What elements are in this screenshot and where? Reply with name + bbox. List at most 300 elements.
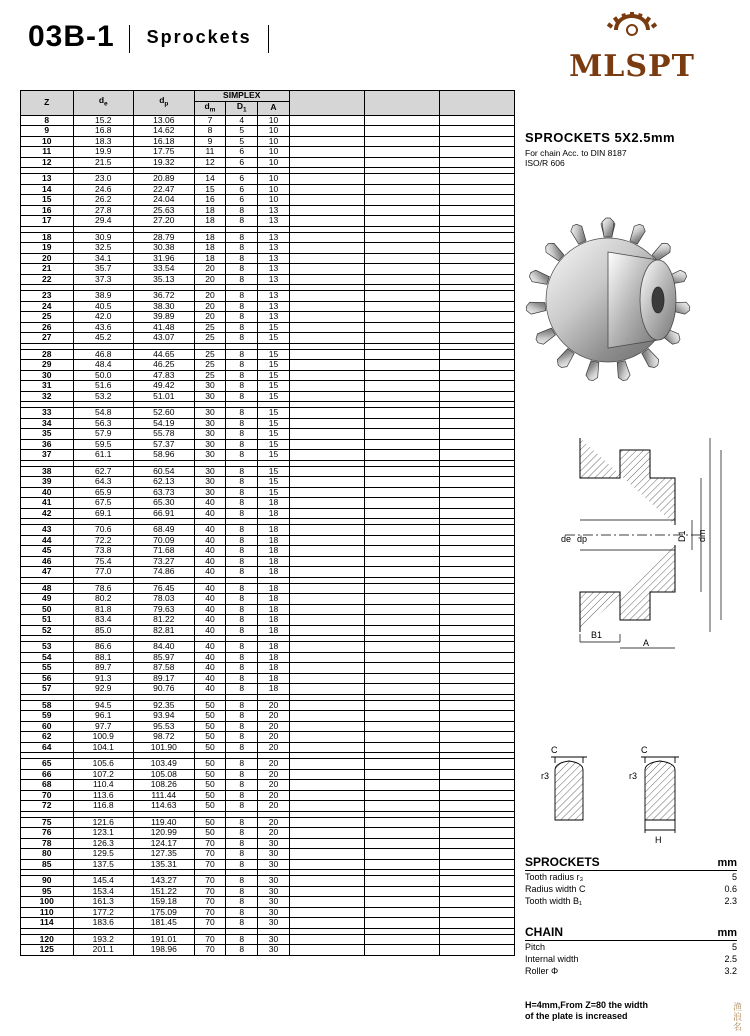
col-header-dp: $d_p$ [134,91,195,116]
tooth-detail-drawing [525,735,735,855]
cell-blank-1 [289,126,364,137]
table-row [21,907,515,918]
cell-a: 20 [258,801,290,812]
cell-z: 13 [21,174,74,185]
cell-de: 77.0 [73,567,134,578]
spec-value: 2.3 [724,896,737,906]
cell-d1: 8 [226,742,258,753]
cell-blank-2 [364,429,439,440]
cell-blank-3 [439,918,514,929]
cell-blank-3 [439,625,514,636]
cell-dp: 38.30 [134,301,195,312]
table-row [21,897,515,908]
cell-z: 57 [21,684,74,695]
cell-de: 19.9 [73,147,134,158]
table-row [21,742,515,753]
table-row [21,838,515,849]
cell-blank-1 [289,322,364,333]
cell-dp: 181.45 [134,918,195,929]
cell-z: 85 [21,859,74,870]
cell-de: 86.6 [73,642,134,653]
cell-z: 114 [21,918,74,929]
cell-de: 183.6 [73,918,134,929]
cell-a: 30 [258,886,290,897]
table-row [21,360,515,371]
cell-dp: 74.86 [134,567,195,578]
company-logo [542,12,722,84]
cell-dm: 25 [194,333,226,344]
cell-z: 39 [21,477,74,488]
cell-d1: 8 [226,790,258,801]
label-h: H [655,835,662,845]
cell-de: 56.3 [73,418,134,429]
cell-dm: 25 [194,322,226,333]
cell-d1: 8 [226,508,258,519]
cell-de: 15.2 [73,115,134,126]
cell-z: 17 [21,216,74,227]
cell-blank-3 [439,556,514,567]
cell-de: 81.8 [73,604,134,615]
cell-de: 27.8 [73,205,134,216]
cell-d1: 8 [226,583,258,594]
cell-blank-2 [364,907,439,918]
cell-a: 18 [258,583,290,594]
cell-dm: 70 [194,897,226,908]
cell-d1: 8 [226,556,258,567]
cell-blank-1 [289,216,364,227]
table-row [21,567,515,578]
sprocket-spec-heading: SPROCKETS 5X2.5mm [525,130,676,145]
cell-blank-3 [439,546,514,557]
cell-a: 30 [258,918,290,929]
cell-blank-3 [439,525,514,536]
spec-value: 5 [731,872,737,882]
cell-dp: 17.75 [134,147,195,158]
cell-dp: 198.96 [134,945,195,956]
cell-z: 15 [21,195,74,206]
cell-blank-2 [364,157,439,168]
cell-blank-2 [364,243,439,254]
cell-a: 18 [258,615,290,626]
cell-blank-1 [289,780,364,791]
page-title-name: Sprockets [146,26,252,47]
cell-a: 20 [258,769,290,780]
cell-z: 20 [21,253,74,264]
cell-d1: 8 [226,625,258,636]
cell-blank-2 [364,897,439,908]
table-row [21,886,515,897]
cell-dp: 19.32 [134,157,195,168]
cell-blank-2 [364,508,439,519]
cell-de: 53.2 [73,391,134,402]
cell-a: 18 [258,673,290,684]
cell-dm: 30 [194,418,226,429]
cell-z: 62 [21,732,74,743]
table-row [21,126,515,137]
table-row [21,136,515,147]
cell-blank-3 [439,604,514,615]
table-row [21,817,515,828]
sprocket-standard-line-2: ISO/R 606 [525,158,565,168]
cell-blank-1 [289,769,364,780]
cell-blank-2 [364,498,439,509]
cell-de: 78.6 [73,583,134,594]
cell-d1: 8 [226,732,258,743]
table-row [21,556,515,567]
cell-a: 10 [258,184,290,195]
cell-blank-2 [364,184,439,195]
cell-blank-3 [439,216,514,227]
cell-a: 15 [258,391,290,402]
footer-note-line-1: H=4mm,From Z=80 the width [525,1000,649,1010]
cell-a: 10 [258,157,290,168]
cell-blank-3 [439,147,514,158]
cell-z: 33 [21,408,74,419]
cell-blank-1 [289,301,364,312]
cell-de: 62.7 [73,466,134,477]
cell-dm: 40 [194,663,226,674]
cell-de: 123.1 [73,828,134,839]
cell-de: 23.0 [73,174,134,185]
cell-d1: 5 [226,136,258,147]
col-header-z: Z [21,91,74,116]
cell-dp: 62.13 [134,477,195,488]
cell-dm: 30 [194,439,226,450]
cell-z: 9 [21,126,74,137]
cell-de: 104.1 [73,742,134,753]
cell-de: 97.7 [73,721,134,732]
cell-dp: 49.42 [134,381,195,392]
cell-z: 38 [21,466,74,477]
table-row [21,642,515,653]
cell-d1: 8 [226,817,258,828]
cell-z: 110 [21,907,74,918]
cell-blank-2 [364,274,439,285]
cell-de: 91.3 [73,673,134,684]
cell-d1: 8 [226,918,258,929]
cell-blank-2 [364,312,439,323]
cell-blank-3 [439,274,514,285]
cell-blank-2 [364,615,439,626]
cell-dm: 70 [194,859,226,870]
table-row [21,291,515,302]
cell-a: 15 [258,439,290,450]
cell-dm: 50 [194,759,226,770]
cell-d1: 6 [226,195,258,206]
cell-a: 18 [258,546,290,557]
cell-z: 120 [21,934,74,945]
cell-blank-2 [364,195,439,206]
cell-d1: 8 [226,274,258,285]
cell-blank-3 [439,721,514,732]
table-row [21,876,515,887]
cell-dp: 66.91 [134,508,195,519]
table-row [21,477,515,488]
cell-a: 15 [258,466,290,477]
cell-dp: 143.27 [134,876,195,887]
cell-dp: 101.90 [134,742,195,753]
cell-de: 126.3 [73,838,134,849]
cell-blank-2 [364,370,439,381]
cell-z: 43 [21,525,74,536]
cell-blank-2 [364,391,439,402]
cell-blank-3 [439,381,514,392]
cell-dp: 63.73 [134,487,195,498]
table-row [21,322,515,333]
cell-de: 40.5 [73,301,134,312]
label-c-left: C [551,745,558,755]
table-row [21,232,515,243]
cell-dp: 47.83 [134,370,195,381]
cell-blank-1 [289,556,364,567]
cell-de: 38.9 [73,291,134,302]
cell-blank-1 [289,897,364,908]
cell-blank-3 [439,408,514,419]
table-row [21,945,515,956]
cell-blank-1 [289,243,364,254]
cell-blank-2 [364,673,439,684]
cell-blank-1 [289,408,364,419]
table-row [21,205,515,216]
cell-a: 20 [258,817,290,828]
cell-blank-1 [289,700,364,711]
cell-z: 22 [21,274,74,285]
cell-d1: 8 [226,769,258,780]
cell-d1: 8 [226,333,258,344]
cell-blank-1 [289,849,364,860]
cell-de: 92.9 [73,684,134,695]
table-row [21,253,515,264]
cell-dp: 93.94 [134,711,195,722]
cell-d1: 8 [226,838,258,849]
spec-row [525,953,737,965]
cell-dp: 33.54 [134,264,195,275]
spec-row [525,883,737,895]
cell-blank-1 [289,801,364,812]
cell-d1: 8 [226,450,258,461]
cell-d1: 8 [226,859,258,870]
cell-z: 16 [21,205,74,216]
cell-dp: 95.53 [134,721,195,732]
cell-blank-3 [439,663,514,674]
cell-d1: 8 [226,312,258,323]
cell-dp: 82.81 [134,625,195,636]
cell-dp: 28.79 [134,232,195,243]
cell-dm: 20 [194,264,226,275]
cell-de: 89.7 [73,663,134,674]
cell-z: 46 [21,556,74,567]
cell-blank-3 [439,583,514,594]
cell-blank-3 [439,780,514,791]
cell-blank-3 [439,535,514,546]
cell-blank-3 [439,301,514,312]
cell-blank-1 [289,333,364,344]
spec-label: Radius width C [525,884,586,894]
label-r3-left: r3 [541,771,550,781]
cell-dm: 50 [194,790,226,801]
spec-label: Internal width [525,954,579,964]
cell-dp: 89.17 [134,673,195,684]
cell-dp: 55.78 [134,429,195,440]
cell-blank-2 [364,360,439,371]
table-row [21,859,515,870]
table-row [21,769,515,780]
cell-blank-2 [364,859,439,870]
cell-dm: 14 [194,174,226,185]
cell-z: 11 [21,147,74,158]
cell-z: 24 [21,301,74,312]
cell-dm: 9 [194,136,226,147]
table-row [21,801,515,812]
cell-z: 125 [21,945,74,956]
cell-blank-1 [289,147,364,158]
cell-z: 36 [21,439,74,450]
cell-de: 42.0 [73,312,134,323]
cell-blank-3 [439,711,514,722]
cell-blank-1 [289,625,364,636]
table-row [21,934,515,945]
cell-dm: 30 [194,391,226,402]
tooth-detail-svg [525,735,735,855]
cell-a: 20 [258,711,290,722]
cell-blank-1 [289,604,364,615]
cell-z: 76 [21,828,74,839]
cell-de: 30.9 [73,232,134,243]
cell-d1: 8 [226,370,258,381]
cell-blank-3 [439,615,514,626]
sprocket-standard-line-1: For chain Acc. to DIN 8187 [525,148,627,158]
cell-blank-3 [439,732,514,743]
cell-z: 49 [21,594,74,605]
cell-de: 67.5 [73,498,134,509]
cell-dm: 50 [194,828,226,839]
cell-blank-1 [289,429,364,440]
title-divider [129,25,130,53]
cell-d1: 8 [226,301,258,312]
cell-dp: 60.54 [134,466,195,477]
cell-dm: 70 [194,876,226,887]
cell-z: 32 [21,391,74,402]
cell-dp: 124.17 [134,838,195,849]
table-row [21,732,515,743]
cell-a: 13 [258,274,290,285]
cell-dm: 30 [194,487,226,498]
cell-blank-1 [289,934,364,945]
cell-de: 24.6 [73,184,134,195]
cell-a: 10 [258,174,290,185]
footer-note [525,1000,737,1022]
cell-d1: 8 [226,253,258,264]
table-row [21,439,515,450]
cell-dm: 40 [194,625,226,636]
cell-dp: 51.01 [134,391,195,402]
cell-blank-3 [439,673,514,684]
cell-de: 73.8 [73,546,134,557]
cell-dm: 25 [194,370,226,381]
cell-dp: 85.97 [134,652,195,663]
table-row [21,721,515,732]
cell-d1: 8 [226,498,258,509]
label-b1: B1 [591,630,603,640]
col-header-de: $d_e$ [73,91,134,116]
cell-de: 72.2 [73,535,134,546]
cell-blank-1 [289,732,364,743]
label-de: de [561,534,572,544]
cell-dp: 46.25 [134,360,195,371]
cell-z: 42 [21,508,74,519]
cell-z: 28 [21,349,74,360]
cell-d1: 8 [226,418,258,429]
cell-de: 69.1 [73,508,134,519]
cell-d1: 8 [226,801,258,812]
cell-de: 16.8 [73,126,134,137]
cell-z: 26 [21,322,74,333]
cell-z: 14 [21,184,74,195]
cell-z: 65 [21,759,74,770]
cell-blank-3 [439,232,514,243]
cell-z: 72 [21,801,74,812]
cell-de: 193.2 [73,934,134,945]
cell-blank-1 [289,759,364,770]
cell-de: 37.3 [73,274,134,285]
cell-blank-3 [439,333,514,344]
table-row [21,604,515,615]
cell-dm: 50 [194,700,226,711]
cell-z: 59 [21,711,74,722]
cell-blank-3 [439,759,514,770]
col-header-simplex: SIMPLEX [194,91,289,102]
cell-dm: 50 [194,721,226,732]
cell-dp: 14.62 [134,126,195,137]
cell-blank-3 [439,487,514,498]
cell-dm: 70 [194,838,226,849]
table-row [21,370,515,381]
cell-dp: 54.19 [134,418,195,429]
cell-blank-1 [289,546,364,557]
cell-d1: 8 [226,663,258,674]
cell-blank-3 [439,264,514,275]
cell-dm: 8 [194,126,226,137]
cell-blank-3 [439,370,514,381]
cell-d1: 6 [226,184,258,195]
label-a: A [643,638,650,648]
cell-blank-2 [364,349,439,360]
cell-z: 48 [21,583,74,594]
cell-z: 47 [21,567,74,578]
cell-blank-2 [364,567,439,578]
sprocket-section-drawing [525,420,735,650]
cell-blank-2 [364,381,439,392]
watermark: 渔浪名 [732,1002,742,1032]
cell-z: 19 [21,243,74,254]
cell-dp: 24.04 [134,195,195,206]
spec-row [525,871,737,883]
cell-dp: 57.37 [134,439,195,450]
sprocket-data-table [20,90,515,956]
spec-value: 0.6 [724,884,737,894]
cell-blank-2 [364,115,439,126]
cell-dm: 70 [194,907,226,918]
cell-z: 54 [21,652,74,663]
cell-de: 177.2 [73,907,134,918]
table-row [21,216,515,227]
cell-a: 20 [258,700,290,711]
cell-blank-2 [364,700,439,711]
table-row [21,174,515,185]
cell-blank-3 [439,418,514,429]
cell-a: 13 [258,205,290,216]
cell-de: 35.7 [73,264,134,275]
